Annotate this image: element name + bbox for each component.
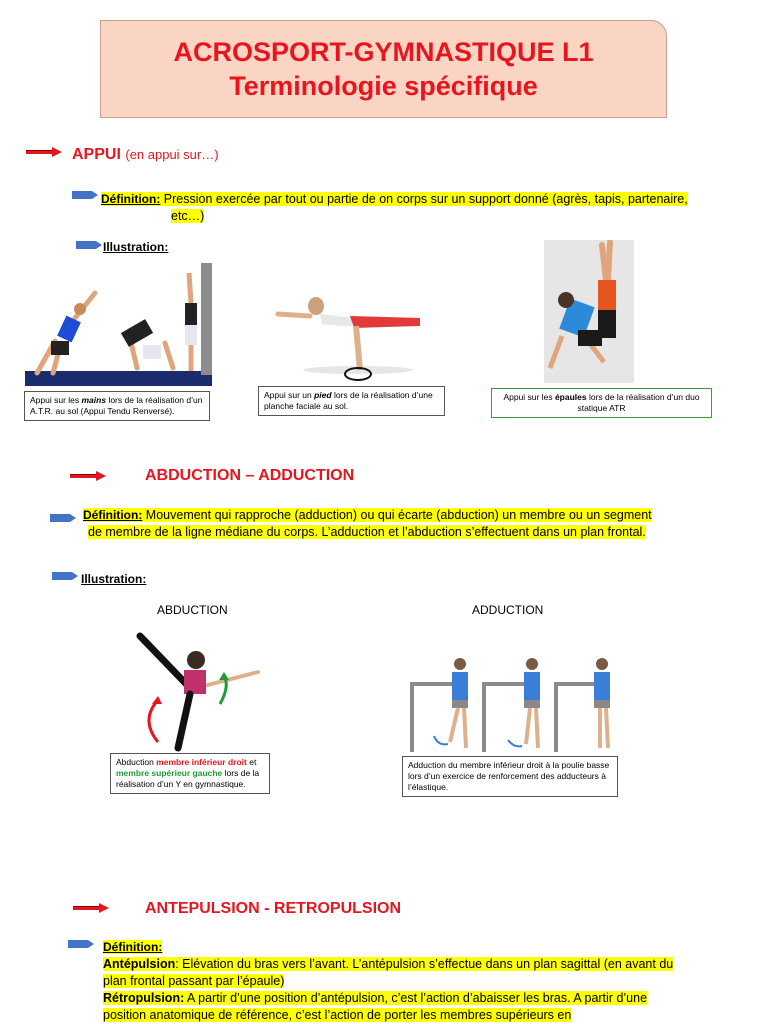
section-heading-abduction: ABDUCTION – ADDUCTION [145,467,355,484]
title-box [100,20,667,118]
blue-arrow-icon [52,570,78,582]
abduction-illustration-label: Illustration: [81,572,147,586]
red-arrow-icon [70,471,106,481]
page-subtitle: Terminologie spécifique [229,71,538,101]
caption-abduction: Abduction membre inférieur droit et membre supérieur gauche lors de la réalisation d’un Y en gymnastique. [110,753,270,794]
section-heading-antepulsion: ANTEPULSION - RETROPULSION [145,900,402,917]
blue-arrow-icon [68,938,94,950]
caption-appui-pied: Appui sur un pied lors de la réalisation d’une planche faciale au sol. [258,386,445,416]
abduction-definition: Définition: Mouvement qui rapproche (adduction) ou qui écarte (abduction) un membre ou un segment de membre de la ligne médiane du corps. L’adduction et l’abduction s’effectuent dans un plan frontal. [83,508,652,539]
caption-adduction: Adduction du membre inférieur droit à la poulie basse lors d’un exercice de renforcement des adducteurs à l’élastique. [402,756,618,797]
caption-appui-epaules: Appui sur les épaules lors de la réalisation d’un duo statique ATR [491,388,712,418]
blue-arrow-icon [76,239,102,251]
section-heading-appui: APPUI (en appui sur…) [72,146,219,163]
page-title: ACROSPORT-GYMNASTIQUE L1 [173,37,594,67]
red-arrow-icon [26,147,62,157]
blue-arrow-icon [50,512,76,524]
figure-label-abduction: ABDUCTION [157,603,228,617]
figure-label-adduction: ADDUCTION [472,603,544,617]
adduction-exercise-image [408,652,618,752]
blue-arrow-icon [72,189,98,201]
handstand-sequence-image [25,263,212,386]
planche-faciale-image [270,292,428,382]
red-arrow-icon [73,903,109,913]
duo-atr-image [544,240,634,383]
antepulsion-definition: Définition: Antépulsion: Elévation du bras vers l’avant. L’antépulsion s’effectue dans un plan sagittal (en avant du plan frontal passant par l’épaule) Rétropulsion: A partir d’une position d’antépulsion, c’est l’action d’abaisser les bras. A partir d’une position anatomique de référence, c’est l’action de porter les membres supérieurs en [103,940,674,1022]
caption-appui-mains: Appui sur les mains lors de la réalisation d’un A.T.R. au sol (Appui Tendu Renversé). [24,391,210,421]
appui-illustration-label: Illustration: [103,240,169,254]
gymnast-y-image [130,630,270,752]
appui-definition: Définition: Pression exercée par tout ou partie de on corps sur un support donné (agrès, tapis, partenaire, etc…) [101,192,688,223]
